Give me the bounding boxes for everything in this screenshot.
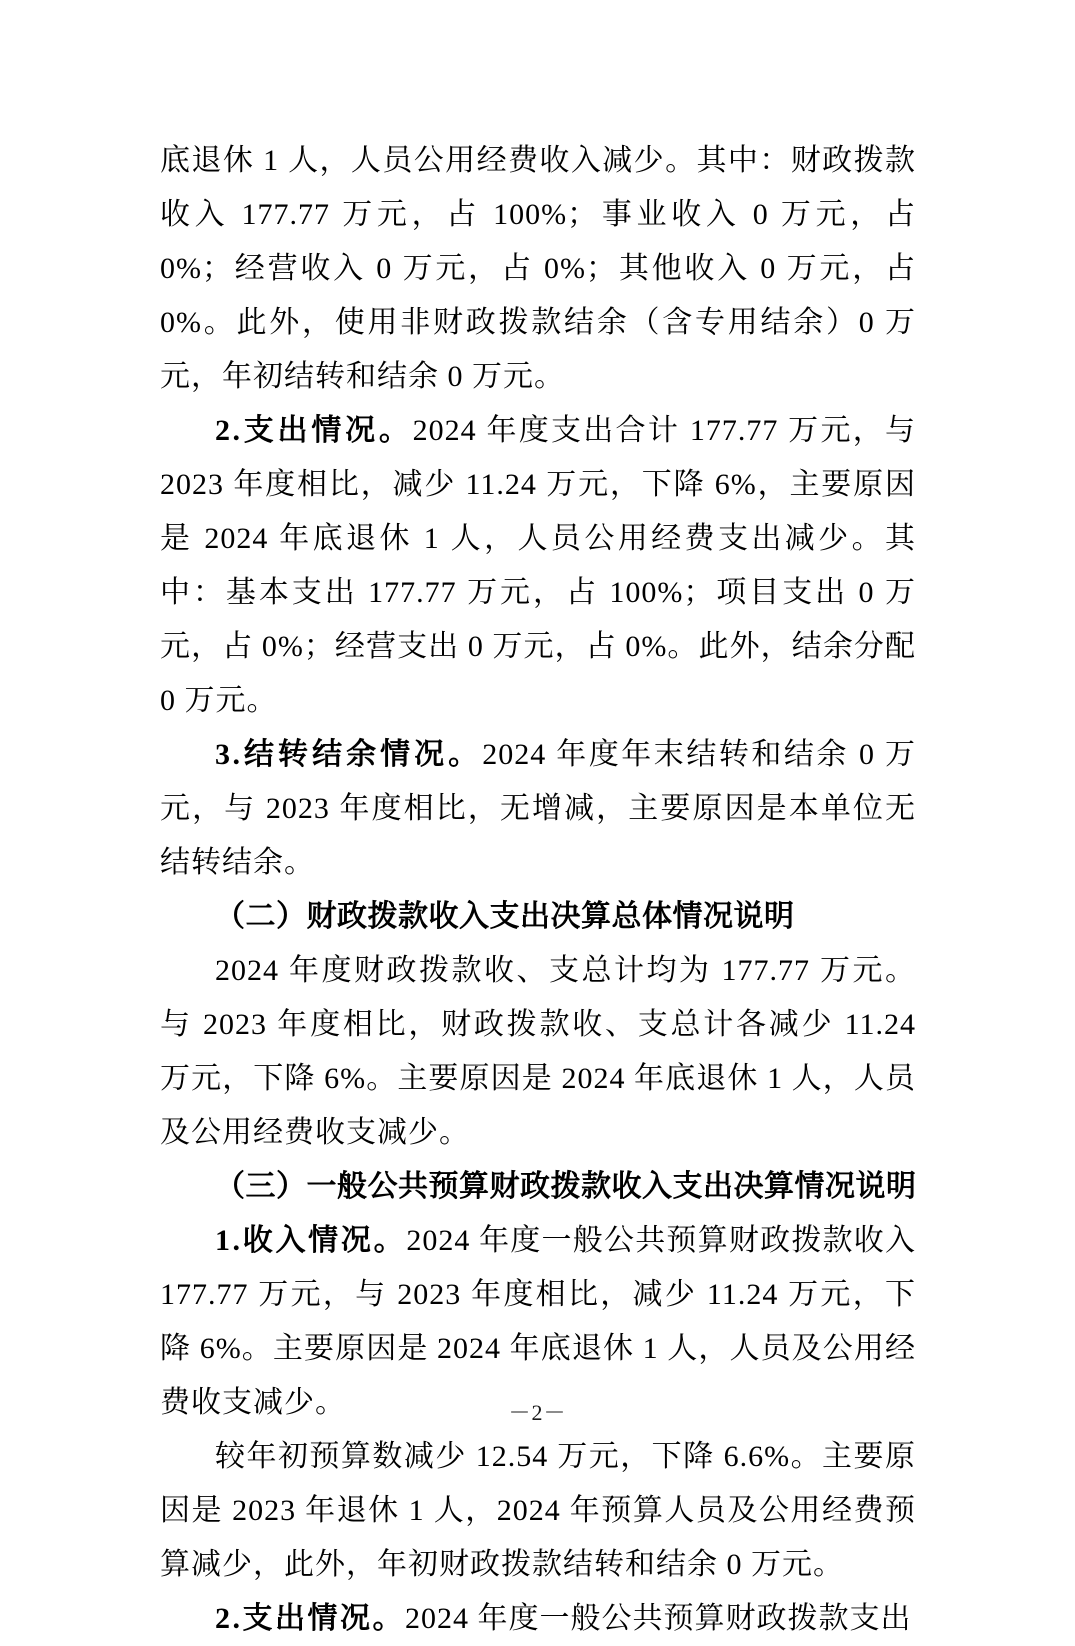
paragraph-fiscal-total xyxy=(160,944,916,1160)
paragraph-text: 2024 年度一般公共预算财政拨款收入 177.77 万元，与 2023 年度相比，减少 11.24 万元，下降 6%。主要原因是 2024 年底退休 1 人，人员及公用经费收支减少。 xyxy=(160,1224,917,1419)
paragraph-lead: 2.支出情况。 xyxy=(215,414,413,447)
paragraph-text: 2024 年度年末结转和结余 0 万元，与 2023 年度相比，无增减，主要原因是本单位无结转结余。 xyxy=(160,738,917,879)
paragraph-text: 2024 年度一般公共预算财政拨款支出 xyxy=(405,1602,912,1635)
page-number: －2－ xyxy=(508,1400,567,1425)
paragraph-lead: 1.收入情况。 xyxy=(215,1224,407,1257)
paragraph-income-detail xyxy=(160,134,916,404)
section-heading-two: （二）财政拨款收入支出决算总体情况说明 xyxy=(215,900,795,933)
paragraph-lead: 2.支出情况。 xyxy=(215,1602,405,1635)
paragraph-budget-expenditure xyxy=(160,1592,916,1646)
paragraph-carryover xyxy=(160,728,916,890)
section-heading-three: （三）一般公共预算财政拨款收入支出决算情况说明 xyxy=(215,1170,917,1203)
paragraph-text: 底退休 1 人，人员公用经费收入减少。其中：财政拨款收入 177.77 万元，占 100%；事业收入 0 万元，占 0%；经营收入 0 万元，占 0%；其他收入 0 万元，占 0%。此外，使用非财政拨款结余（含专用结余）0 万元，年初结转和结余 0 万元。 xyxy=(160,144,916,393)
paragraph-text: 2024 年度支出合计 177.77 万元，与 2023 年度相比，减少 11.24 万元，下降 6%，主要原因是 2024 年底退休 1 人，人员公用经费支出减少。其中：基本支出 177.77 万元，占 100%；项目支出 0 万元，占 0%；经营支出 0 万元，占 0%。此外，结余分配 0 万元。 xyxy=(160,414,917,717)
paragraph-lead: 3.结转结余情况。 xyxy=(215,738,483,771)
paragraph-text: 较年初预算数减少 12.54 万元，下降 6.6%。主要原因是 2023 年退休 1 人，2024 年预算人员及公用经费预算减少，此外，年初财政拨款结转和结余 0 万元。 xyxy=(160,1440,916,1581)
paragraph-budget-compare xyxy=(160,1430,916,1592)
paragraph-expenditure xyxy=(160,404,916,728)
paragraph-text: 2024 年度财政拨款收、支总计均为 177.77 万元。与 2023 年度相比，财政拨款收、支总计各减少 11.24 万元，下降 6%。主要原因是 2024 年底退休 1 人，人员及公用经费收支减少。 xyxy=(160,954,916,1149)
